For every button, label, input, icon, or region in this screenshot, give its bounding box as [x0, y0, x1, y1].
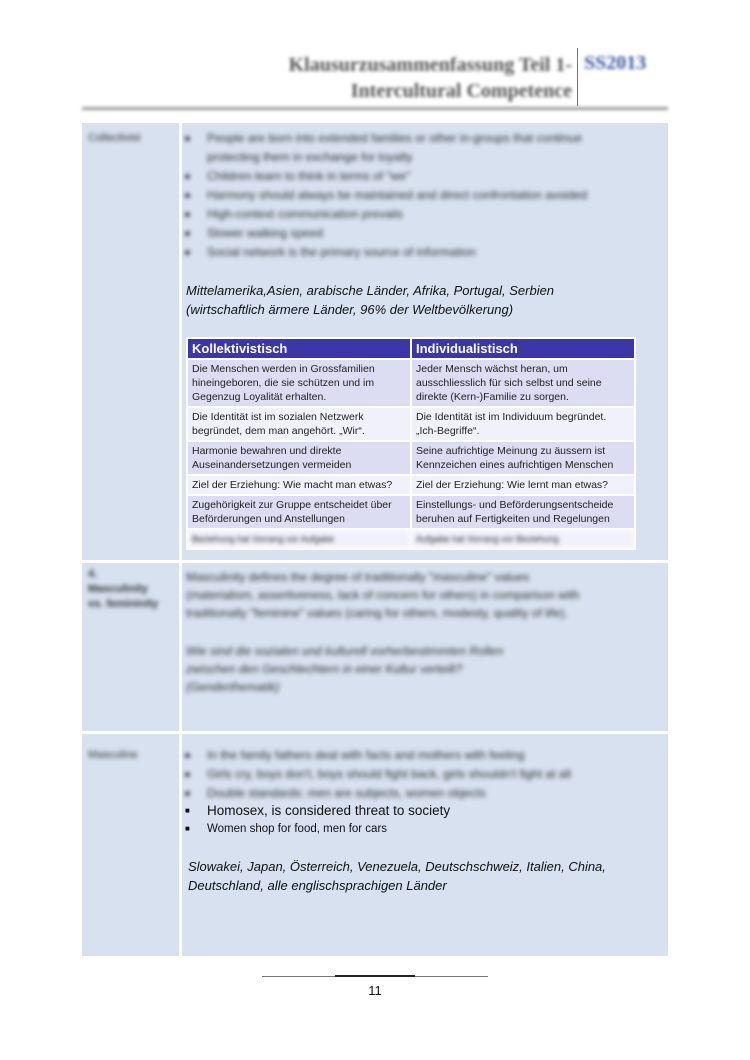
list-item: ■ Homosex, is considered threat to society — [182, 802, 450, 820]
document-title — [220, 52, 572, 104]
table-cell: Aufgabe hat Vorrang vor Beziehung — [412, 530, 634, 548]
text-line: (Genderthematik) — [186, 680, 280, 694]
table-row — [188, 442, 634, 474]
header-rule — [82, 107, 668, 110]
row-label-collectivist: Collectivist — [88, 132, 141, 144]
table-cell: Ziel der Erziehung: Wie lernt man etwas? — [412, 476, 634, 494]
masculine-bullets — [182, 802, 450, 838]
countries-line-1: Mittelamerika,Asien, arabische Länder, Afrika, Portugal, Serbien — [186, 283, 555, 298]
title-line-1: Klausurzusammenfassung Teil 1- — [288, 54, 572, 76]
text-line: Wie sind die sozialen und kulturell vorherbestimmten Rollen — [186, 644, 504, 658]
footer-rule-accent — [335, 975, 415, 977]
table-cell: Die Menschen werden in Grossfamilien hineingeboren, die sie schützen und im Gegenzug Loyalität erhalten. — [188, 360, 410, 406]
list-item: ■ Double standards: men are subjects, women objects — [182, 784, 571, 803]
header-divider — [577, 48, 578, 106]
countries-line-2: (wirtschaftlich ärmere Länder, 96% der Weltbevölkerung) — [186, 302, 514, 317]
table-cell: Jeder Mensch wächst heran, um ausschliesslich für sich selbst und seine direkte (Kern-)Familie zu sorgen. — [412, 360, 634, 406]
countries-line-1: Slowakei, Japan, Österreich, Venezuela, Deutschschweiz, Italien, China, — [188, 859, 606, 874]
table-cell: Zugehörigkeit zur Gruppe entscheidet über Beförderungen und Anstellungen — [188, 496, 410, 528]
row-label-masculine: Masculine — [88, 749, 138, 761]
row-content-cell — [182, 563, 668, 731]
countries-line-2: Deutschland, alle englischsprachigen Länder — [188, 878, 447, 893]
text-line: traditionally "feminine" values (caring for others, modesty, quality of life). — [186, 606, 568, 620]
masculine-bullets-blurred — [182, 746, 571, 803]
collectivist-countries — [186, 281, 554, 319]
header-individualistisch: Individualistisch — [412, 339, 634, 358]
row-label-cell — [82, 123, 179, 560]
table-cell: Seine aufrichtige Meinung zu äussern ist Kennzeichen eines aufrichtigen Menschen — [412, 442, 634, 474]
text-line: zwischen den Geschlechtern in einer Kultur verteilt? — [186, 662, 463, 676]
table-row — [188, 496, 634, 528]
list-item: ■ Social network is the primary source of information — [182, 243, 587, 262]
list-item: ■ Women shop for food, men for cars — [182, 820, 450, 838]
text-line: Masculinity defines the degree of traditionally "masculine" values — [186, 570, 530, 584]
table-cell: Einstellungs- und Beförderungsentscheide beruhen auf Fertigkeiten und Regelungen — [412, 496, 634, 528]
list-item: ■ Girls cry, boys don't, boys should fight back, girls shouldn't fight at all — [182, 765, 571, 784]
text-line: (materialism, assertiveness, lack of concern for others) in comparison with — [186, 588, 580, 602]
table-row — [188, 476, 634, 494]
list-item: ■ Children learn to think in terms of "we" — [182, 167, 587, 186]
table-row — [188, 360, 634, 406]
masculinity-definition — [186, 568, 579, 622]
label-line: vs. femininity — [88, 598, 159, 610]
table-cell: Die Identität ist im Individuum begründet. „Ich-Begriffe“. — [412, 408, 634, 440]
label-line: Masculinity — [88, 583, 148, 595]
list-item: protecting them in exchange for loyalty — [207, 150, 413, 164]
table-row — [188, 530, 634, 548]
row-label-cell — [82, 563, 179, 731]
gender-question — [186, 642, 503, 696]
title-line-2: Intercultural Competence — [350, 80, 572, 102]
list-item: ■ People are born into extended families or other in-groups that continue — [182, 129, 587, 148]
row-label-masculinity — [88, 567, 158, 612]
table-cell: Harmonie bewahren und direkte Auseinandersetzungen vermeiden — [188, 442, 410, 474]
masculine-countries — [188, 857, 606, 895]
table-cell: Die Identität ist im sozialen Netzwerk begründet, dem man angehört. „Wir“. — [188, 408, 410, 440]
list-item: ■ Slower walking speed — [182, 224, 587, 243]
row-content-cell — [182, 734, 668, 956]
list-item: ■ In the family fathers deal with facts and mothers with feeling — [182, 746, 571, 765]
list-item: ■ High-context communication prevails — [182, 205, 587, 224]
summary-table — [82, 123, 668, 956]
label-number: 4. — [88, 568, 98, 580]
table-cell: Ziel der Erziehung: Wie macht man etwas? — [188, 476, 410, 494]
row-label-cell — [82, 734, 179, 956]
semester-code: SS2013 — [584, 52, 647, 74]
comparison-table — [186, 337, 636, 550]
list-item: ■ Harmony should always be maintained and direct confrontation avoided — [182, 186, 587, 205]
table-cell: Beziehung hat Vorrang vor Aufgabe — [188, 530, 410, 548]
header-kollektivistisch: Kollektivistisch — [188, 339, 410, 358]
collectivist-bullets — [182, 129, 587, 262]
table-row — [188, 408, 634, 440]
page-number: 11 — [368, 983, 382, 998]
